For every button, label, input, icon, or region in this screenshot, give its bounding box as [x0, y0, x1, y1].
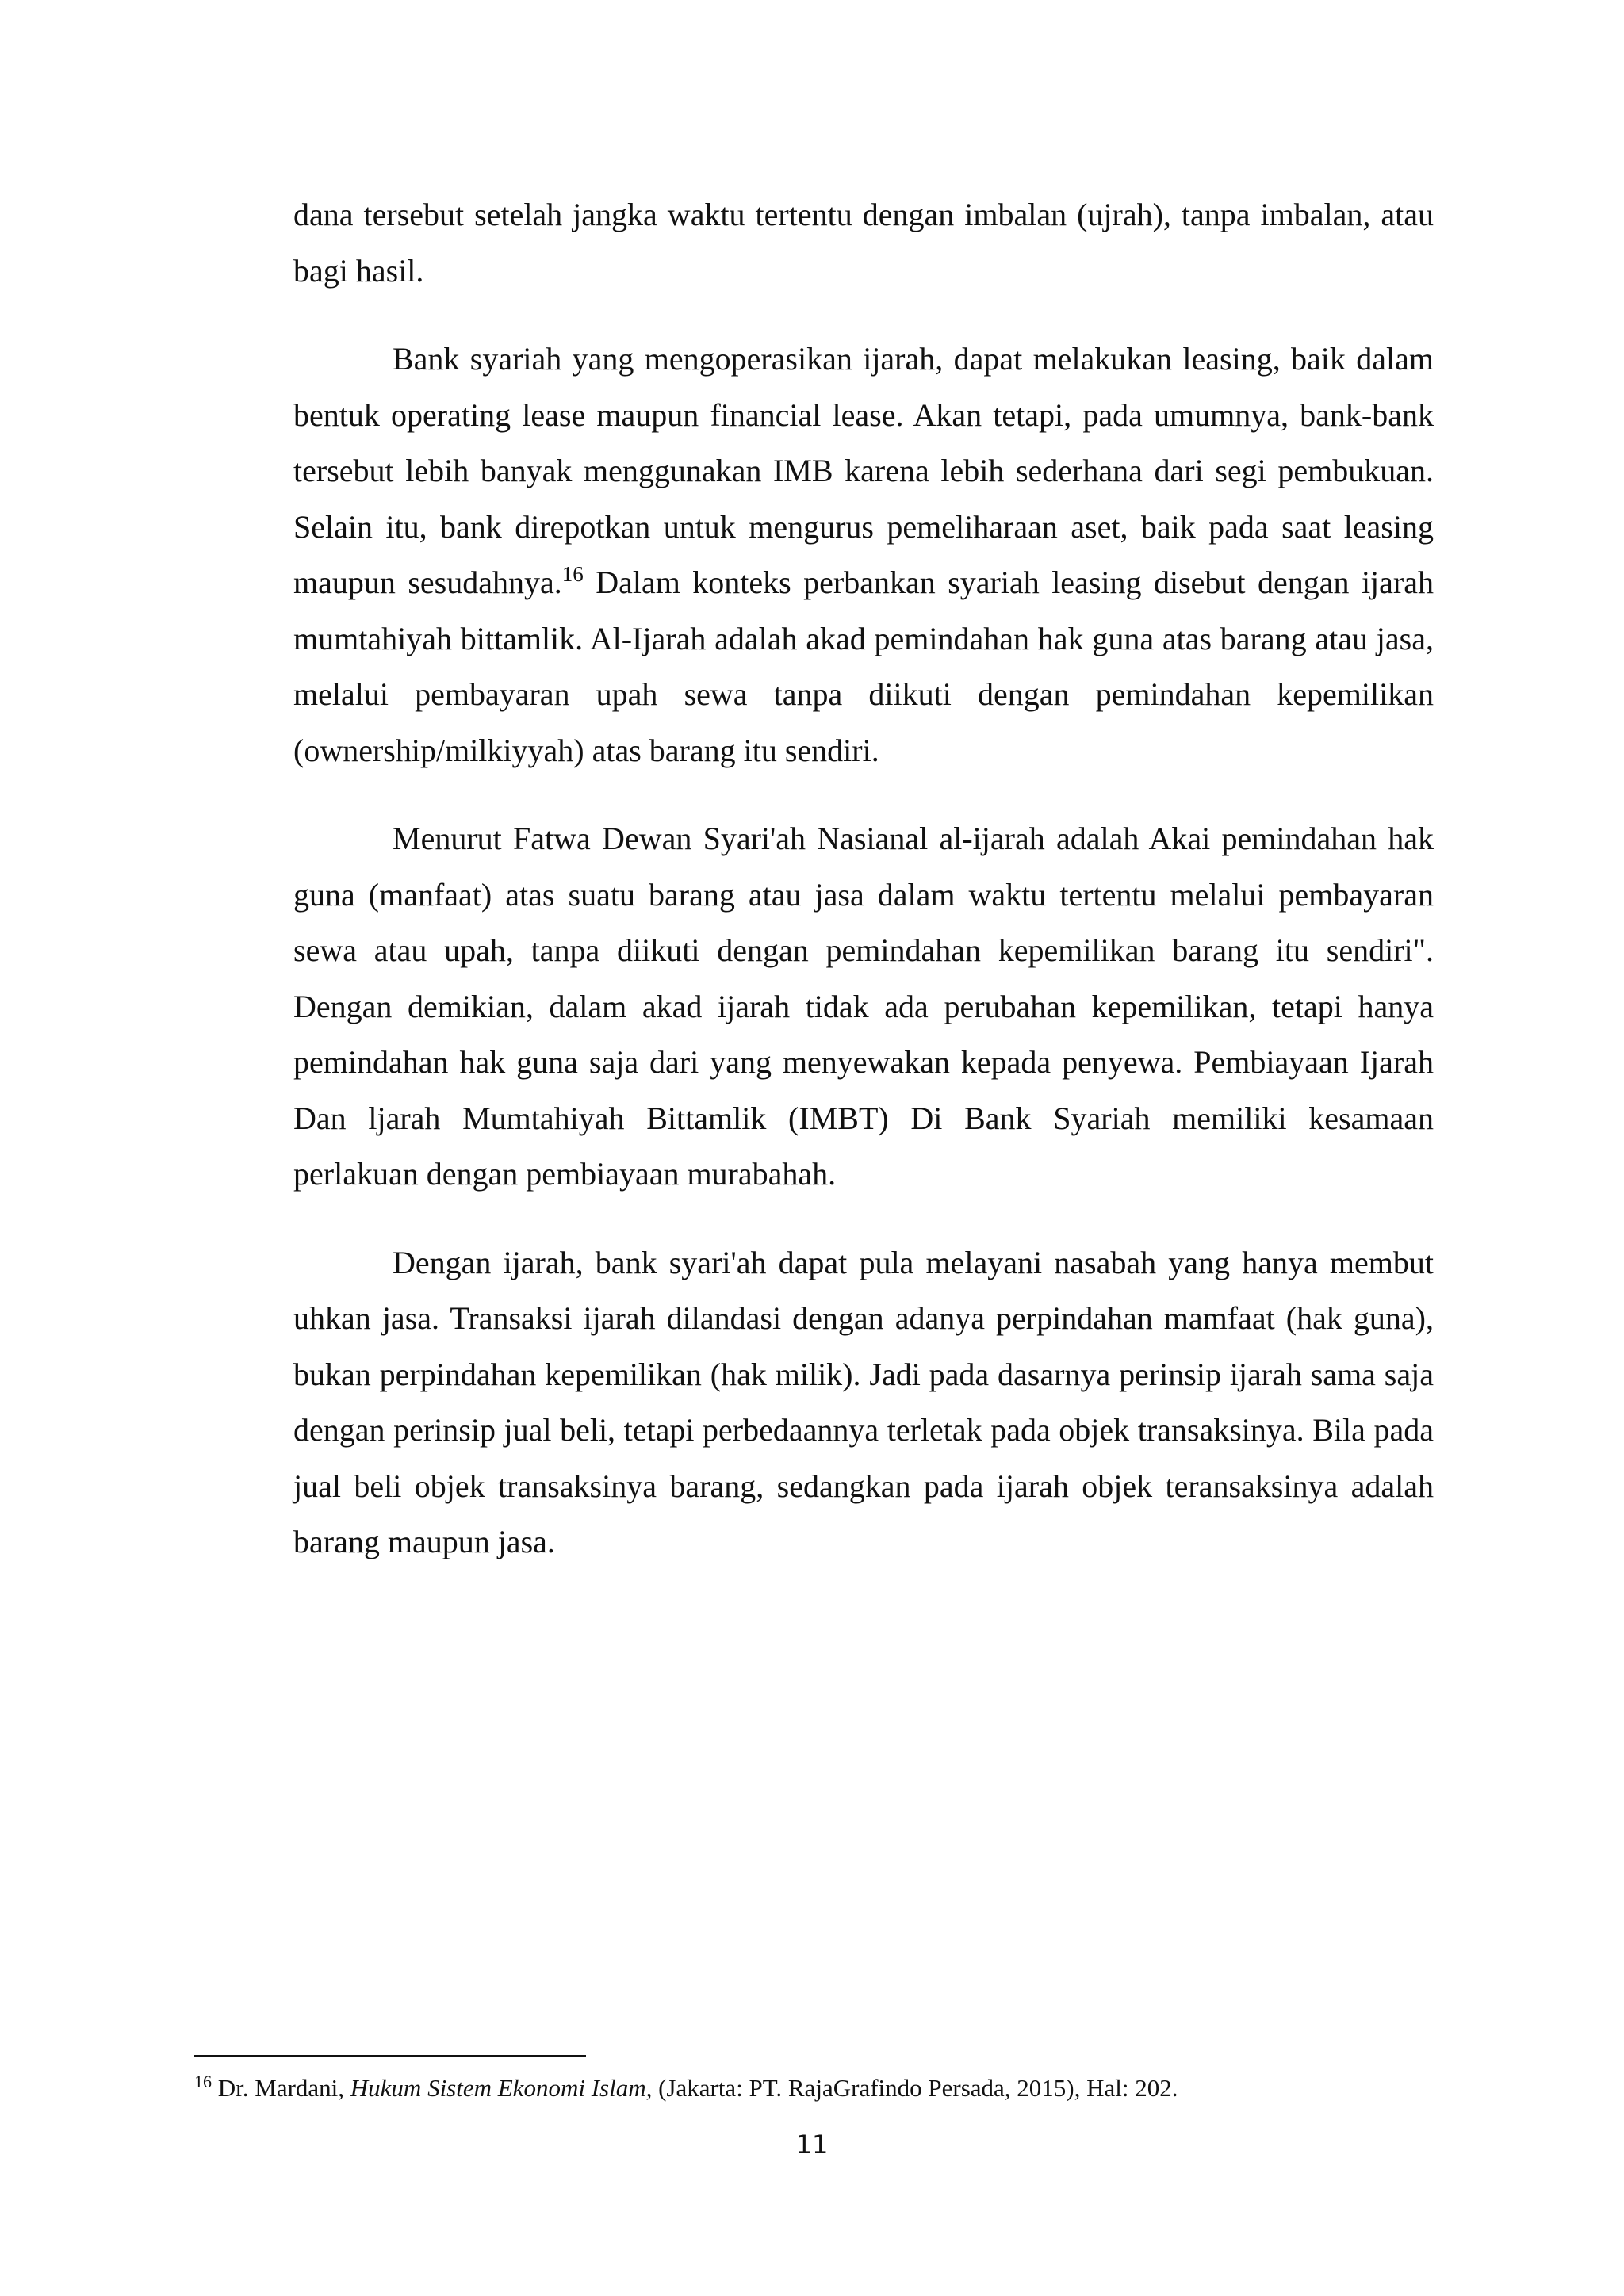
footnote-author: Dr. Mardani,	[212, 2074, 350, 2102]
footnote-reference: 16	[561, 562, 584, 586]
paragraph-2-text-a: Bank syariah yang mengoperasikan ijarah, dapat melakukan leasing, baik dalam bentuk operating lease maupun financial lease. Akan tetapi, pada umumnya, bank-bank tersebut lebih banyak menggunakan IMB karena lebih sederhana dari segi pembukuan. Selain itu, bank direpotkan untuk mengurus pemeliharaan aset, baik pada saat leasing maupun sesudahnya.	[293, 341, 1434, 600]
body-text	[293, 187, 1434, 1603]
footnote	[194, 2072, 1463, 2104]
page-number: 11	[795, 2130, 829, 2160]
footnote-details: (Jakarta: PT. RajaGrafindo Persada, 2015), Hal: 202.	[652, 2074, 1178, 2102]
paragraph-2	[293, 331, 1434, 779]
paragraph-3: Menurut Fatwa Dewan Syari'ah Nasianal al-ijarah adalah Akai pemindahan hak guna (manfaat) atas suatu barang atau jasa dalam waktu tertentu melalui pembayaran sewa atau upah, tanpa diikuti dengan pemindahan kepemilikan barang itu sendiri". Dengan demikian, dalam akad ijarah tidak ada perubahan kepemilikan, tetapi hanya pemindahan hak guna saja dari yang menyewakan kepada penyewa. Pembiayaan Ijarah Dan ljarah Mumtahiyah Bittamlik (IMBT) Di Bank Syariah memiliki kesamaan perlakuan dengan pembiayaan murabahah.	[293, 821, 1434, 1192]
paragraph-2-text-b: Dalam konteks perbankan syariah leasing disebut dengan ijarah mumtahiyah bittamlik. Al-Ijarah adalah akad pemindahan hak guna atas barang atau jasa, melalui pembayaran upah sewa tanpa diikuti dengan pemindahan kepemilikan (ownership/milkiyyah) atas barang itu sendiri.	[293, 564, 1434, 768]
paragraph-1: dana tersebut setelah jangka waktu tertentu dengan imbalan (ujrah), tanpa imbalan, atau bagi hasil.	[293, 197, 1434, 289]
footnote-number: 16	[194, 2072, 212, 2091]
footnote-book-title: Hukum Sistem Ekonomi Islam,	[350, 2074, 653, 2102]
paragraph-4: Dengan ijarah, bank syari'ah dapat pula melayani nasabah yang hanya membut uhkan jasa. Transaksi ijarah dilandasi dengan adanya perpindahan mamfaat (hak guna), bukan perpindahan kepemilikan (hak milik). Jadi pada dasarnya perinsip ijarah sama saja dengan perinsip jual beli, tetapi perbedaannya terletak pada objek transaksinya. Bila pada jual beli objek transaksinya barang, sedangkan pada ijarah objek teransaksinya adalah barang maupun jasa.	[293, 1244, 1434, 1559]
footnote-separator	[194, 2055, 586, 2057]
